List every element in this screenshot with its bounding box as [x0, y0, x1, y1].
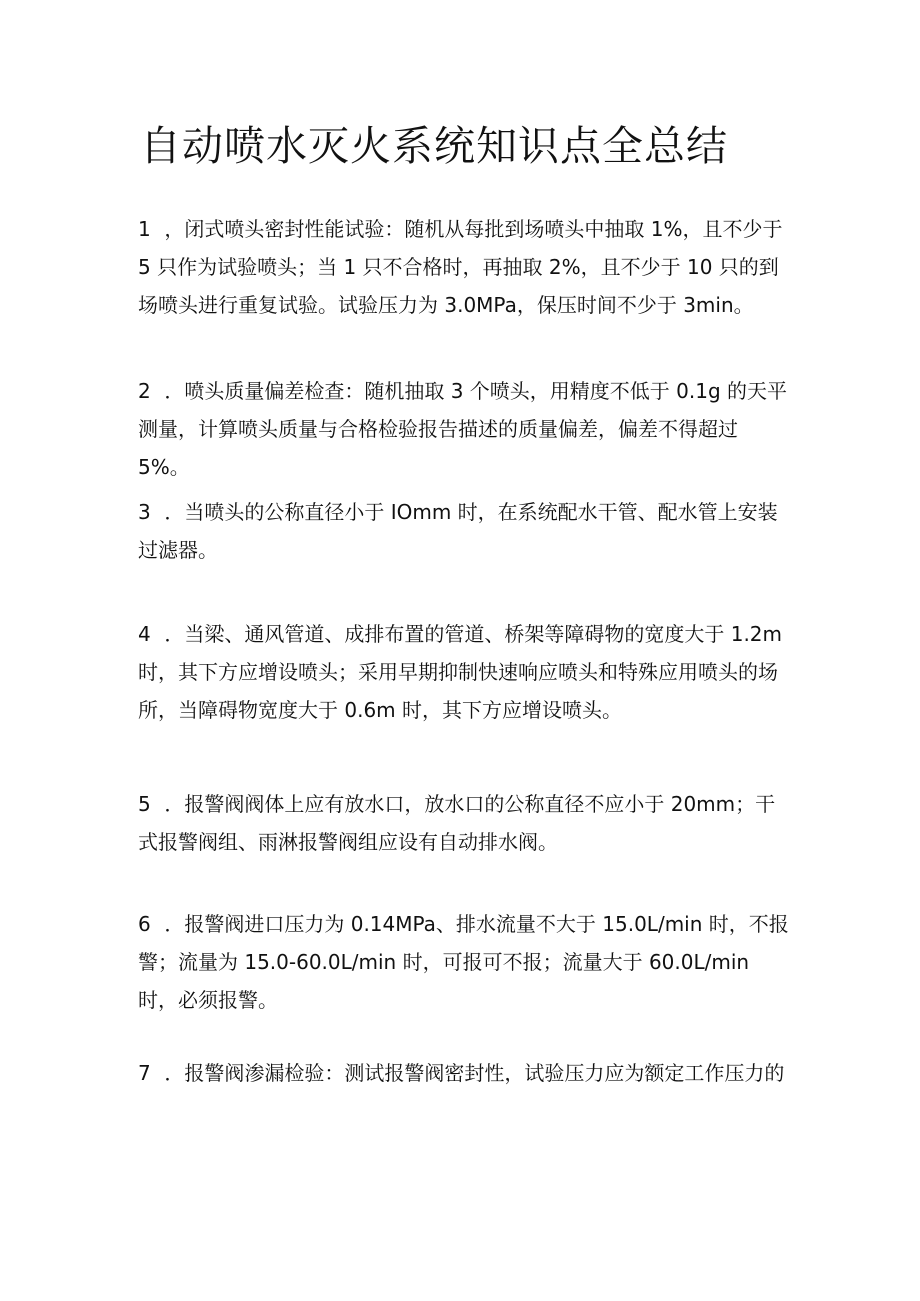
- paragraph-number: 1: [138, 217, 151, 241]
- paragraph-number: 3: [138, 500, 151, 524]
- paragraph-5: [138, 785, 794, 861]
- paragraph-2: [138, 372, 794, 486]
- paragraph-3: [138, 493, 794, 569]
- paragraph-number: 6: [138, 912, 151, 936]
- paragraph-number: 7: [138, 1061, 151, 1085]
- paragraph-text: ．报警阀渗漏检验：测试报警阀密封性，试验压力应为额定工作压力的: [158, 1061, 785, 1085]
- paragraph-text: ．当喷头的公称直径小于 IOmm 时，在系统配水干管、配水管上安装过滤器。: [138, 500, 778, 562]
- paragraph-text: ，闭式喷头密封性能试验：随机从每批到场喷头中抽取 1%，且不少于 5 只作为试验喷头；当 1 只不合格时，再抽取 2%，且不少于 10 只的到场喷头进行重复试验。试验压力为 3.0MPa，保压时间不少于 3min。: [138, 217, 783, 317]
- paragraph-1: [138, 210, 794, 324]
- paragraph-number: 4: [138, 622, 151, 646]
- paragraph-text: ．喷头质量偏差检查：随机抽取 3 个喷头，用精度不低于 0.1g 的天平测量，计算喷头质量与合格检验报告描述的质量偏差，偏差不得超过 5%。: [138, 379, 788, 479]
- paragraph-text: ．报警阀阀体上应有放水口，放水口的公称直径不应小于 20mm；干式报警阀组、雨淋报警阀组应设有自动排水阀。: [138, 792, 776, 854]
- paragraph-number: 5: [138, 792, 151, 816]
- document-title: 自动喷水灭火系统知识点全总结: [140, 122, 728, 170]
- paragraph-6: [138, 905, 794, 1019]
- paragraph-number: 2: [138, 379, 151, 403]
- paragraph-7: [138, 1054, 794, 1092]
- paragraph-text: ．当梁、通风管道、成排布置的管道、桥架等障碍物的宽度大于 1.2m 时，其下方应增设喷头；采用早期抑制快速响应喷头和特殊应用喷头的场所，当障碍物宽度大于 0.6m 时，其下方应增设喷头。: [138, 622, 783, 722]
- paragraph-text: ．报警阀进口压力为 0.14MPa、排水流量不大于 15.0L/min 时，不报警；流量为 15.0-60.0L/min 时，可报可不报；流量大于 60.0L/min 时，必须报警。: [138, 912, 789, 1012]
- paragraph-4: [138, 615, 794, 729]
